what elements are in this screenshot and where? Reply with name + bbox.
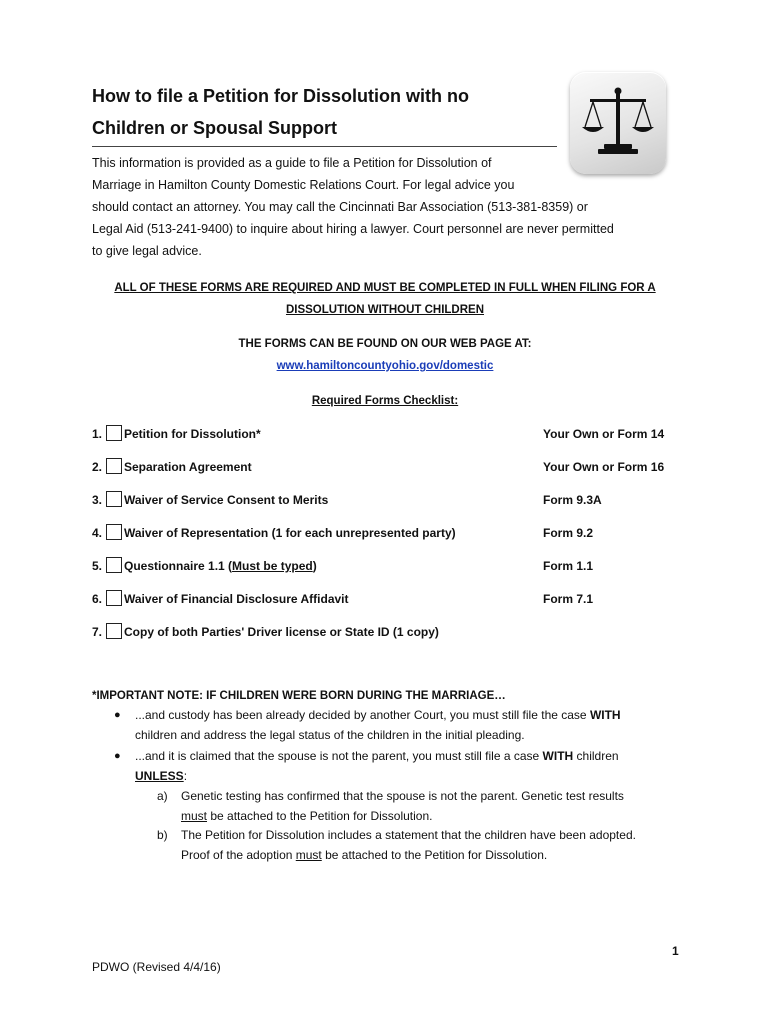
- sub-marker: a): [157, 789, 168, 803]
- item-number: 6.: [92, 592, 103, 606]
- item-number: 5.: [92, 559, 103, 573]
- bullet-emphasis: WITH: [542, 749, 574, 763]
- item-label: Separation Agreement: [124, 460, 252, 474]
- sub-text: be attached to the Petition for Dissolution.: [321, 848, 548, 862]
- must-emphasis: must: [295, 848, 322, 862]
- required-forms-banner: [80, 277, 690, 321]
- checklist-item-separation: [92, 458, 692, 478]
- intro-line: Marriage in Hamilton County Domestic Relations Court. For legal advice you: [92, 178, 515, 192]
- item-checkbox[interactable]: [106, 557, 122, 573]
- item-form: Form 9.2: [543, 526, 594, 540]
- banner-line2: DISSOLUTION WITHOUT CHILDREN: [285, 304, 485, 316]
- page-number: 1: [672, 944, 679, 958]
- item-label: Waiver of Financial Disclosure Affidavit: [124, 592, 349, 606]
- forms-location-label: THE FORMS CAN BE FOUND ON OUR WEB PAGE AT:: [238, 338, 532, 350]
- checklist-item-financial-waiver: [92, 590, 692, 610]
- item-label: Petition for Dissolution*: [124, 427, 261, 441]
- item-number: 3.: [92, 493, 103, 507]
- sub-text: be attached to the Petition for Dissolution.: [207, 809, 433, 823]
- page-title: [92, 80, 557, 147]
- checklist-item-waiver-service: [92, 491, 692, 511]
- item-form: Your Own or Form 14: [543, 427, 665, 441]
- sub-line: Genetic testing has confirmed that the spouse is not the parent. Genetic test results: [181, 789, 624, 803]
- sub-text: Proof of the adoption: [181, 848, 296, 862]
- bullet-line: children and address the legal status of the children in the initial pleading.: [135, 728, 525, 742]
- banner-line1: ALL OF THESE FORMS ARE REQUIRED AND MUST BE COMPLETED IN FULL WHEN FILING FOR A: [114, 282, 656, 294]
- checklist-heading: Required Forms Checklist:: [311, 395, 459, 407]
- bullet-text: ...and it is claimed that the spouse is not the parent, you must still file a case: [135, 749, 543, 763]
- item-number: 2.: [92, 460, 103, 474]
- revision-footer: PDWO (Revised 4/4/16): [92, 960, 221, 974]
- item-checkbox[interactable]: [106, 458, 122, 474]
- item-checkbox[interactable]: [106, 590, 122, 606]
- page-title-line1: How to file a Petition for Dissolution with no: [92, 86, 469, 106]
- item-number: 4.: [92, 526, 103, 540]
- item-checkbox[interactable]: [106, 524, 122, 540]
- page-title-line2: Children or Spousal Support: [92, 118, 338, 138]
- sub-line: The Petition for Dissolution includes a statement that the children have been adopted.: [181, 828, 636, 842]
- item-form: Your Own or Form 16: [543, 460, 665, 474]
- item-label-emphasis: Must be typed: [232, 559, 313, 573]
- bullet-line: [135, 766, 695, 786]
- item-checkbox[interactable]: [106, 425, 122, 441]
- item-label: Waiver of Representation (1 for each unrepresented party): [124, 526, 456, 540]
- bullet-text: children: [573, 749, 619, 763]
- intro-paragraph: [92, 152, 692, 262]
- item-label-prefix: Questionnaire 1.1 (: [124, 559, 233, 573]
- intro-line: should contact an attorney. You may call the Cincinnati Bar Association (513-381-8359) or: [92, 200, 588, 214]
- domestic-web-link[interactable]: www.hamiltoncountyohio.gov/domestic: [276, 360, 494, 372]
- item-label: Waiver of Service Consent to Merits: [124, 493, 329, 507]
- item-checkbox[interactable]: [106, 623, 122, 639]
- forms-location: [80, 333, 690, 377]
- must-emphasis: must: [181, 809, 208, 823]
- checklist-item-id-copy: [92, 623, 692, 643]
- item-label: [124, 559, 317, 573]
- bullet-dot: ●: [114, 709, 121, 721]
- intro-line: to give legal advice.: [92, 244, 202, 258]
- important-note-heading: *IMPORTANT NOTE: IF CHILDREN WERE BORN DURING THE MARRIAGE…: [92, 690, 506, 702]
- sub-line: [181, 806, 691, 826]
- item-checkbox[interactable]: [106, 491, 122, 507]
- item-label: Copy of both Parties' Driver license or State ID (1 copy): [124, 625, 439, 639]
- item-number: 1.: [92, 427, 103, 441]
- item-form: Form 9.3A: [543, 493, 602, 507]
- bullet-emphasis: WITH: [589, 708, 621, 722]
- item-form: Form 1.1: [543, 559, 594, 573]
- bullet-line: [135, 746, 695, 766]
- intro-line: Legal Aid (513-241-9400) to inquire about hiring a lawyer. Court personnel are never permitted: [92, 222, 614, 236]
- intro-line: This information is provided as a guide to file a Petition for Dissolution of: [92, 156, 492, 170]
- item-label-suffix: ): [312, 559, 317, 573]
- checklist-item-waiver-representation: [92, 524, 692, 544]
- item-form: Form 7.1: [543, 592, 594, 606]
- sub-line: [181, 845, 691, 865]
- bullet-text: ...and custody has been already decided by another Court, you must still file the case: [135, 708, 590, 722]
- bullet-dot: ●: [114, 750, 121, 762]
- checklist-item-questionnaire: [92, 557, 692, 577]
- checklist-item-petition: [92, 425, 692, 445]
- sub-marker: b): [157, 828, 168, 842]
- bullet-text: :: [183, 769, 188, 783]
- bullet-line: [135, 705, 695, 725]
- item-number: 7.: [92, 625, 103, 639]
- unless-emphasis: UNLESS: [135, 769, 184, 783]
